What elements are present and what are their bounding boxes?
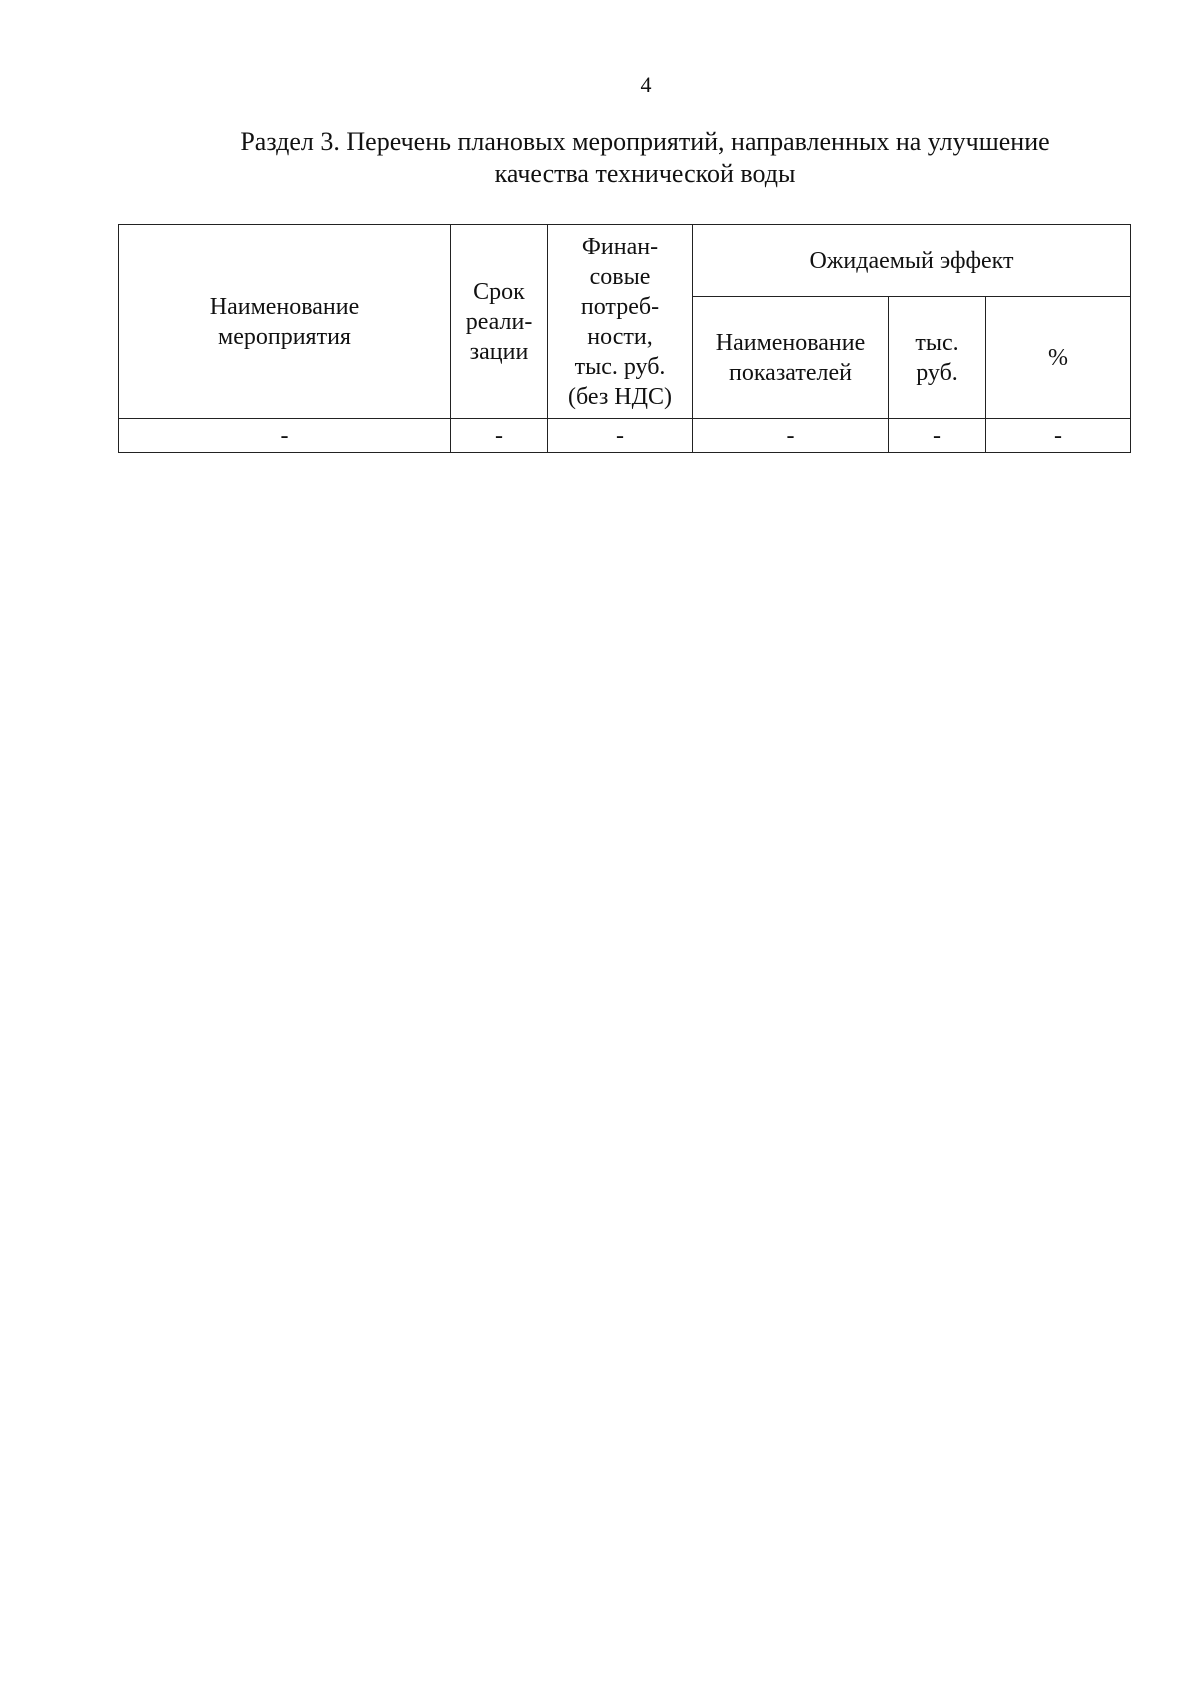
header-measure-name: [119, 225, 451, 419]
header-indicator-name-label: Наименование показателей: [715, 329, 866, 386]
section-title-line-2: качества технической воды: [494, 159, 796, 188]
table-row: [119, 419, 1131, 453]
section-title: [195, 126, 1095, 190]
table-cell: -: [451, 419, 548, 453]
table-cell: -: [693, 419, 889, 453]
header-expected-effect: [693, 225, 1131, 297]
table-cell: -: [889, 419, 986, 453]
header-percent-label: %: [1048, 344, 1068, 371]
header-measure-name-label: Наименование мероприятия: [209, 293, 360, 350]
header-thousand-rub-label: тыс. руб.: [915, 329, 959, 386]
section-title-line-1: Раздел 3. Перечень плановых мероприятий, направленных на улучшение: [240, 127, 1050, 156]
page-number: 4: [640, 72, 652, 97]
measures-table: [118, 224, 1131, 453]
header-financial-needs: [548, 225, 693, 419]
table-cell: -: [119, 419, 451, 453]
header-financial-needs-label: Финан- совые потреб- ности, тыс. руб. (без НДС): [567, 233, 672, 410]
header-expected-effect-label: Ожидаемый эффект: [809, 247, 1014, 274]
table-cell: -: [548, 419, 693, 453]
header-term-label: Срок реали- зации: [465, 278, 533, 365]
header-thousand-rub: [889, 297, 986, 419]
header-indicator-name: [693, 297, 889, 419]
header-percent: [986, 297, 1131, 419]
header-term: [451, 225, 548, 419]
table-cell: -: [986, 419, 1131, 453]
